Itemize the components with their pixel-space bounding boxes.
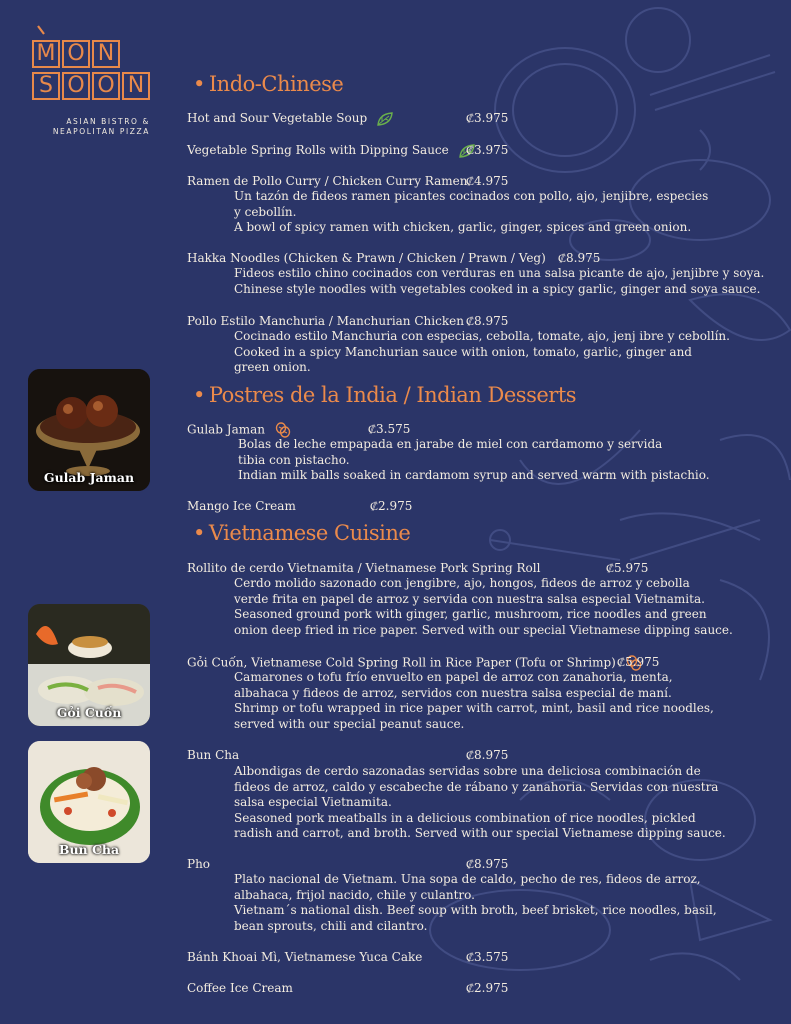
item-price: ₡8.975 — [558, 251, 601, 265]
menu-item — [187, 422, 291, 438]
description-line: radish and carrot, and broth. Served with our special Vietnamese dipping sauce. — [234, 826, 726, 840]
item-description — [234, 189, 708, 236]
menu-item — [187, 251, 546, 266]
photo-caption: Gulab Jaman — [43, 470, 135, 485]
item-price: ₡2.975 — [466, 981, 509, 995]
item-price: ₡3.975 — [466, 143, 509, 157]
item-price: ₡4.975 — [466, 174, 509, 188]
item-name: Pollo Estilo Manchuria / Manchurian Chicken — [187, 314, 464, 328]
item-name: Hakka Noodles (Chicken & Prawn / Chicken / Prawn / Veg) — [187, 251, 546, 265]
logo-letter: O — [62, 72, 90, 100]
description-line: green onion. — [234, 360, 311, 374]
item-name: Vegetable Spring Rolls with Dipping Sauce — [187, 143, 449, 157]
section-title-text: Postres de la India / Indian Desserts — [208, 383, 577, 407]
description-line: Indian milk balls soaked in cardamom syrup and served warm with pistachio. — [238, 468, 710, 482]
item-name: Gỏi Cuốn, Vietnamese Cold Spring Roll in Rice Paper (Tofu or Shrimp) — [187, 655, 616, 670]
description-line: y cebollín. — [234, 204, 297, 219]
item-description — [234, 670, 714, 732]
logo-tagline — [0, 117, 150, 137]
item-name: Rollito de cerdo Vietnamita / Vietnamese Pork Spring Roll — [187, 561, 541, 575]
item-description — [234, 872, 717, 934]
menu-item — [187, 950, 422, 965]
item-price: ₡3.575 — [368, 422, 411, 436]
description-line: albahaca, frijol nacido, chile y culantro. — [234, 887, 475, 902]
logo-letter: N — [92, 40, 120, 68]
logo-accent-mark — [35, 24, 49, 38]
logo-letter: M — [32, 40, 60, 68]
description-line: Cerdo molido sazonado con jengibre, ajo, hongos, fideos de arroz y cebolla — [234, 576, 690, 590]
menu-item — [187, 561, 540, 576]
section-title-desserts: • Postres de la India / Indian Desserts — [193, 383, 577, 407]
item-name: Bánh Khoai Mì, Vietnamese Yuca Cake — [187, 950, 423, 964]
description-line: Fideos estilo chino cocinados con verduras en una salsa picante de ajo, jenjibre y soya. — [234, 266, 765, 280]
description-line: Chinese style noodles with vegetables cooked in a spicy garlic, ginger and soya sauce. — [234, 281, 761, 296]
item-price: ₡5.975 — [617, 655, 660, 669]
description-line: Un tazón de fideos ramen picantes cocinados con pollo, ajo, jenjibre, especies — [234, 189, 709, 203]
item-price: ₡8.975 — [466, 857, 509, 871]
photo-bun-cha — [28, 741, 150, 863]
item-price: ₡8.975 — [466, 748, 509, 762]
section-title-indo-chinese: • Indo-Chinese — [193, 72, 344, 96]
item-price: ₡3.575 — [466, 950, 509, 964]
menu-item — [187, 314, 464, 329]
description-line: onion deep fried in rice paper. Served with our special Vietnamese dipping sauce. — [234, 622, 733, 637]
description-line: Camarones o tofu frío envuelto en papel de arroz con zanahoria, menta, — [234, 670, 673, 684]
description-line: Cooked in a spicy Manchurian sauce with onion, tomato, garlic, ginger and — [234, 344, 692, 359]
photo-gulab-jaman — [28, 369, 150, 491]
section-title-text: Indo-Chinese — [208, 72, 344, 96]
item-price: ₡5.975 — [606, 561, 649, 575]
item-name: Coffee Ice Cream — [187, 981, 293, 995]
item-name: Gulab Jaman — [187, 422, 266, 437]
menu-item — [187, 499, 296, 514]
section-title-vietnamese: • Vietnamese Cuisine — [193, 521, 411, 545]
item-name: Mango Ice Cream — [187, 499, 296, 513]
description-line: Bolas de leche empapada en jarabe de miel con cardamomo y servida — [238, 437, 663, 451]
item-description — [234, 266, 764, 297]
photo-caption: Bun Cha — [58, 842, 120, 857]
tagline-line: NEAPOLITAN PIZZA — [52, 127, 150, 136]
menu-item — [187, 174, 467, 189]
description-line: Vietnam´s national dish. Beef soup with broth, beef brisket, rice noodles, basil, — [234, 903, 717, 917]
item-description — [234, 329, 730, 376]
logo-row-bottom — [32, 72, 152, 100]
description-line: Plato nacional de Vietnam. Una sopa de caldo, pecho de res, fideos de arroz, — [234, 872, 701, 886]
description-line: tibia con pistacho. — [238, 452, 350, 467]
item-description — [234, 576, 733, 638]
section-title-text: Vietnamese Cuisine — [208, 521, 411, 545]
item-name: Ramen de Pollo Curry / Chicken Curry Ramen — [187, 174, 468, 188]
menu-item — [187, 748, 239, 763]
logo-letter: S — [32, 72, 60, 100]
photo-caption: Gỏi Cuốn — [56, 705, 122, 720]
description-line: salsa especial Vietnamita. — [234, 795, 392, 809]
tagline-line: ASIAN BISTRO & — [66, 117, 150, 126]
menu-item — [187, 981, 293, 996]
description-line: fideos de arroz, caldo y escabeche de rábano y zanahoria. Servidas con nuestra — [234, 779, 719, 794]
item-description — [238, 437, 710, 484]
description-line: served with our special peanut sauce. — [234, 716, 465, 731]
description-line: Shrimp or tofu wrapped in rice paper with carrot, mint, basil and rice noodles, — [234, 701, 714, 715]
description-line: Cocinado estilo Manchuria con especias, cebolla, tomate, ajo, jenj ibre y cebollín. — [234, 329, 730, 343]
description-line: Seasoned pork meatballs in a delicious combination of rice noodles, pickled — [234, 810, 696, 825]
item-price: ₡2.975 — [370, 499, 413, 513]
item-name: Bun Cha — [187, 748, 240, 762]
item-name: Hot and Sour Vegetable Soup — [187, 111, 368, 125]
item-price: ₡3.975 — [466, 111, 509, 125]
menu-item — [187, 143, 475, 158]
logo-row-top — [32, 40, 122, 68]
menu-item — [187, 111, 393, 126]
description-line: Seasoned ground pork with ginger, garlic, mushroom, rice noodles and green — [234, 607, 707, 621]
logo-letter: O — [62, 40, 90, 68]
logo-letter: N — [122, 72, 150, 100]
description-line: bean sprouts, chili and cilantro. — [234, 918, 428, 933]
menu-item — [187, 857, 210, 872]
photo-goi-cuon — [28, 604, 150, 726]
item-description — [234, 764, 726, 842]
item-name: Pho — [187, 857, 211, 871]
description-line: albahaca y fideos de arroz, servidos con nuestra salsa especial de maní. — [234, 685, 672, 700]
item-price: ₡8.975 — [466, 314, 509, 328]
vegetarian-leaf-icon — [377, 112, 393, 126]
menu-item — [187, 655, 642, 671]
logo-letter: O — [92, 72, 120, 100]
description-line: Albondigas de cerdo sazonadas servidas sobre una deliciosa combinación de — [234, 764, 701, 778]
nuts-icon — [275, 422, 291, 438]
description-line: verde frita en papel de arroz y servida con nuestra salsa especial Vietnamita. — [234, 591, 705, 606]
description-line: A bowl of spicy ramen with chicken, garlic, ginger, spices and green onion. — [234, 220, 692, 234]
